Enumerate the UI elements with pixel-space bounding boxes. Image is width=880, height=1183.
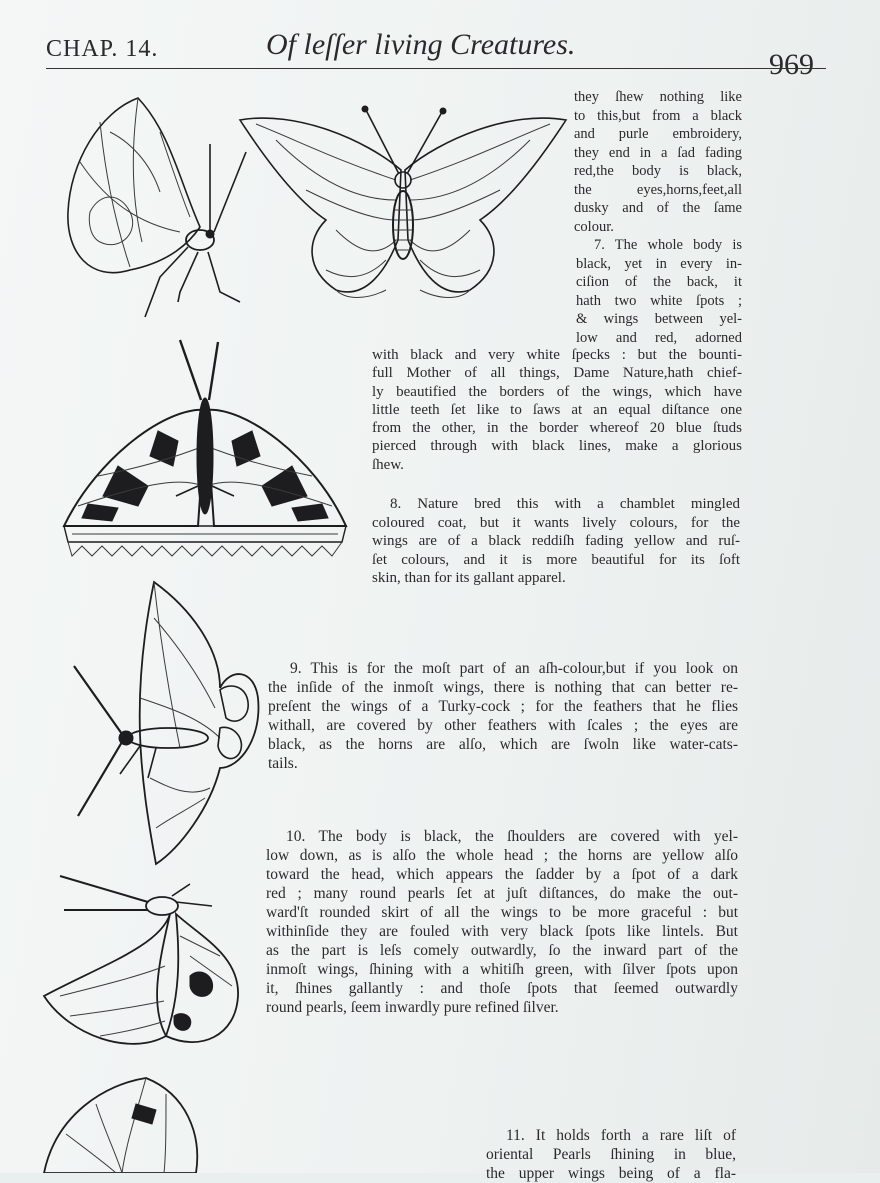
chapter-label: CHAP. 14. [46, 36, 159, 62]
text-line: they end in a ſad fading [574, 144, 742, 161]
text-line: ly beautified the borders of the wings, which have [372, 383, 742, 400]
moth-spread-wings-illustration [58, 336, 352, 566]
text-line: 11. It holds forth a rare liſt of [506, 1127, 736, 1144]
text-line: wings are of a black reddiſh fading yellow and ruſ- [372, 533, 740, 550]
text-line: preſent the wings of a Turky-cock ; for the feathers that he flies [268, 698, 738, 715]
text-line: black, yet in every in- [576, 255, 742, 272]
text-line: withinſide they are fouled with very black ſpots like lintels. But [266, 923, 738, 940]
text-line: little teeth ſet like to ſaws at an equal diſtance one [372, 401, 742, 418]
text-line: toward the head, which appears the ſadder by a ſpot of a dark [266, 866, 738, 883]
text-line: ciſion of the back, it [576, 274, 742, 290]
text-line: the inſide of the inmoſt wings, there is nothing that can better re- [268, 679, 738, 696]
text-line: pierced through with black lines, make a glorious [372, 438, 742, 455]
text-line: it, ſhines gallantly : and thoſe ſpots that ſeemed outwardly [266, 980, 738, 997]
butterfly-side-view-large-illustration [70, 578, 262, 868]
text-line: 8. Nature bred this with a chamblet mingled [390, 496, 740, 512]
butterfly-side-view-illustration [60, 92, 250, 324]
paragraph-6-end [574, 88, 742, 236]
text-line: ſhew. [372, 456, 404, 473]
text-line: red,the body is black, [574, 163, 742, 179]
text-line: ward'ſt rounded skirt of all the wings to be more graceful : but [266, 904, 738, 921]
text-line: full Mother of all things, Dame Nature,hath chief- [372, 365, 742, 382]
running-header [46, 22, 826, 81]
paragraph-8 [372, 495, 740, 588]
text-line: the upper wings being of a fla- [486, 1165, 736, 1182]
text-line: oriental Pearls ſhining in blue, [486, 1146, 736, 1163]
text-line: from the other, in the border whereof 20 blue ſtuds [372, 420, 742, 437]
text-line: colour. [574, 218, 614, 235]
text-line: tails. [268, 755, 298, 772]
paragraph-7-wide [372, 346, 742, 474]
text-line: ſet colours, and it is more beautiful for its ſoft [372, 551, 740, 568]
text-line: round pearls, ſeem inwardly pure refined ſilver. [266, 999, 559, 1016]
page-number: 969 [769, 48, 814, 81]
text-line: to this,but from a black [574, 107, 742, 124]
text-line: 7. The whole body is [594, 237, 742, 253]
text-line: they ſhew nothing like [574, 89, 742, 105]
text-line: skin, than for its gallant apparel. [372, 570, 566, 587]
text-line: & wings between yel- [576, 311, 742, 327]
text-line: hath two white ſpots ; [576, 292, 742, 309]
text-line: and purle embroidery, [574, 126, 742, 142]
text-line: coloured coat, but it wants lively colours, for the [372, 514, 740, 531]
page-title: Of leſſer living Creatures. [266, 28, 576, 61]
text-line: with black and very white ſpecks : but the bounti- [372, 347, 742, 363]
paragraph-9 [268, 659, 738, 773]
text-line: black, as the horns are alſo, which are ſwoln like water-cats- [268, 736, 738, 753]
paragraph-11 [486, 1126, 736, 1183]
text-line: the eyes,horns,feet,all [574, 181, 742, 198]
text-line: 9. This is for the moſt part of an aſh-colour,but if you look on [290, 660, 738, 677]
text-line: low and red, adorned [576, 329, 742, 346]
text-line: red ; many round pearls ſet at juſt diſtances, do make the out- [266, 885, 738, 902]
butterfly-partial-illustration [36, 1074, 206, 1173]
text-line: 10. The body is black, the ſhoulders are covered with yel- [286, 828, 738, 845]
butterfly-open-wings-illustration [236, 100, 570, 310]
header-rule [46, 68, 826, 69]
text-line: as the part is leſs comely outwardly, ſo the inward part of the [266, 942, 738, 959]
paragraph-10 [266, 827, 738, 1017]
text-line: dusky and of the ſame [574, 200, 742, 216]
text-line: inmoſt wings, ſhining with a whitiſh green, with ſilver ſpots upon [266, 961, 738, 978]
text-line: withall, are covered by other feathers with ſcales ; the eyes are [268, 717, 738, 734]
text-line: low down, as is alſo the whole head ; the horns are yellow alſo [266, 847, 738, 864]
butterfly-lower-illustration [40, 866, 246, 1062]
paragraph-7-narrow [576, 236, 742, 347]
